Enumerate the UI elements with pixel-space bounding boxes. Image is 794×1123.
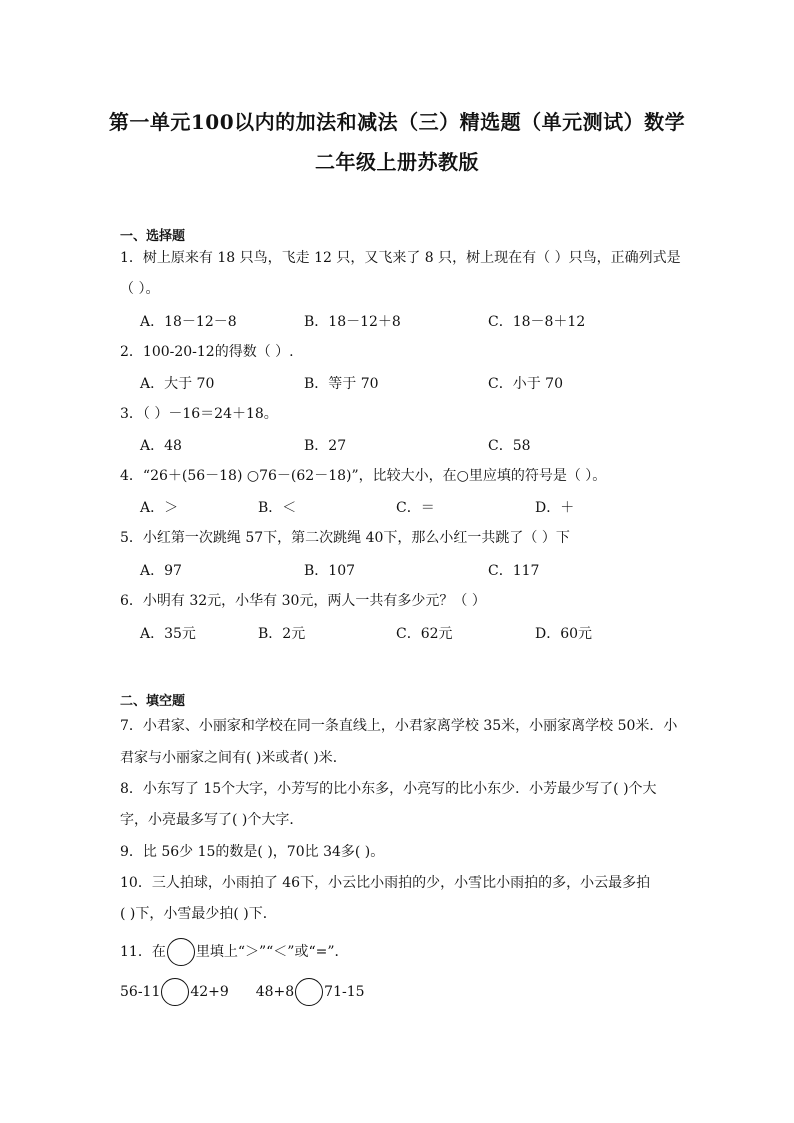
- question-1-cont: （ ）。: [120, 281, 160, 297]
- question-3: 3．（ ）－16＝24＋18。: [120, 406, 278, 422]
- option-a[interactable]: A．35元: [140, 626, 196, 642]
- option-c[interactable]: C．58: [488, 438, 531, 454]
- option-c[interactable]: C．117: [488, 563, 540, 579]
- option-a[interactable]: A．48: [140, 438, 182, 454]
- question-8-cont: 字，小亮最多写了( )个大字．: [120, 812, 304, 828]
- option-c[interactable]: C．＝: [396, 500, 435, 516]
- option-b[interactable]: B．107: [304, 563, 356, 579]
- option-b[interactable]: B．2元: [258, 626, 306, 642]
- question-11-suffix: 里填上“＞”“＜”或“=”．: [195, 944, 349, 960]
- option-a[interactable]: A．大于 70: [140, 376, 215, 392]
- question-10: 10．三人拍球，小雨拍了 46下，小云比小雨拍的少，小雪比小雨拍的多，小云最多拍: [120, 875, 651, 891]
- question-7: 7．小君家、小丽家和学校在同一条直线上，小君家离学校 35米，小丽家离学校 50米．小: [120, 718, 678, 734]
- question-2: 2．100-20-12的得数（ ）.: [120, 344, 294, 360]
- question-1: 1．树上原来有 18 只鸟，飞走 12 只，又飞来了 8 只，树上现在有（ ）只鸟，正确列式是: [120, 250, 681, 266]
- question-11: [120, 937, 680, 967]
- page-title-line-1: 第一单元100以内的加法和减法（三）精选题（单元测试）数学: [108, 110, 686, 134]
- option-c[interactable]: C．18－8＋12: [488, 314, 586, 330]
- option-b[interactable]: B．等于 70: [304, 376, 379, 392]
- section-heading-choice: 一、选择题: [120, 229, 186, 244]
- option-d[interactable]: D．＋: [535, 500, 575, 516]
- circle-icon: [167, 938, 195, 966]
- question-8: 8．小东写了 15个大字，小芳写的比小东多，小亮写的比小东少．小芳最少写了( )个大: [120, 781, 657, 797]
- option-a[interactable]: A．＞: [140, 500, 179, 516]
- compare-circle-2[interactable]: [295, 978, 323, 1006]
- question-9: 9．比 56少 15的数是( )，70比 34多( )。: [120, 844, 385, 860]
- question-4: 4．“26＋(56－18) ○76－(62－18)”，比较大小，在○里应填的符号是（ ）。: [120, 468, 607, 484]
- expr-2-left: 48+8: [255, 984, 295, 1000]
- section-heading-fill: 二、填空题: [120, 694, 186, 709]
- option-b[interactable]: B．18－12＋8: [304, 314, 401, 330]
- page-title-line-2: 二年级上册苏教版: [315, 150, 479, 174]
- question-5: 5．小红第一次跳绳 57下，第二次跳绳 40下，那么小红一共跳了（ ）下: [120, 530, 570, 546]
- option-b[interactable]: B．27: [304, 438, 347, 454]
- option-a[interactable]: A．18－12－8: [140, 314, 237, 330]
- option-d[interactable]: D．60元: [535, 626, 593, 642]
- question-7-cont: 君家与小丽家之间有( )米或者( )米．: [120, 750, 347, 766]
- option-c[interactable]: C．小于 70: [488, 376, 563, 392]
- question-10-cont: ( )下，小雪最少拍( )下．: [120, 906, 277, 922]
- question-6: 6．小明有 32元，小华有 30元，两人一共有多少元？（ ）: [120, 593, 486, 609]
- option-a[interactable]: A．97: [140, 563, 182, 579]
- question-11-expressions: [120, 977, 680, 1007]
- question-11-prefix: 11．在: [120, 944, 166, 960]
- expr-1-left: 56-11: [120, 984, 161, 1000]
- compare-circle-1[interactable]: [161, 978, 189, 1006]
- option-b[interactable]: B．＜: [258, 500, 297, 516]
- expr-2-right: 71-15: [324, 984, 365, 1000]
- option-c[interactable]: C．62元: [396, 626, 453, 642]
- expr-1-right: 42+9: [190, 984, 229, 1000]
